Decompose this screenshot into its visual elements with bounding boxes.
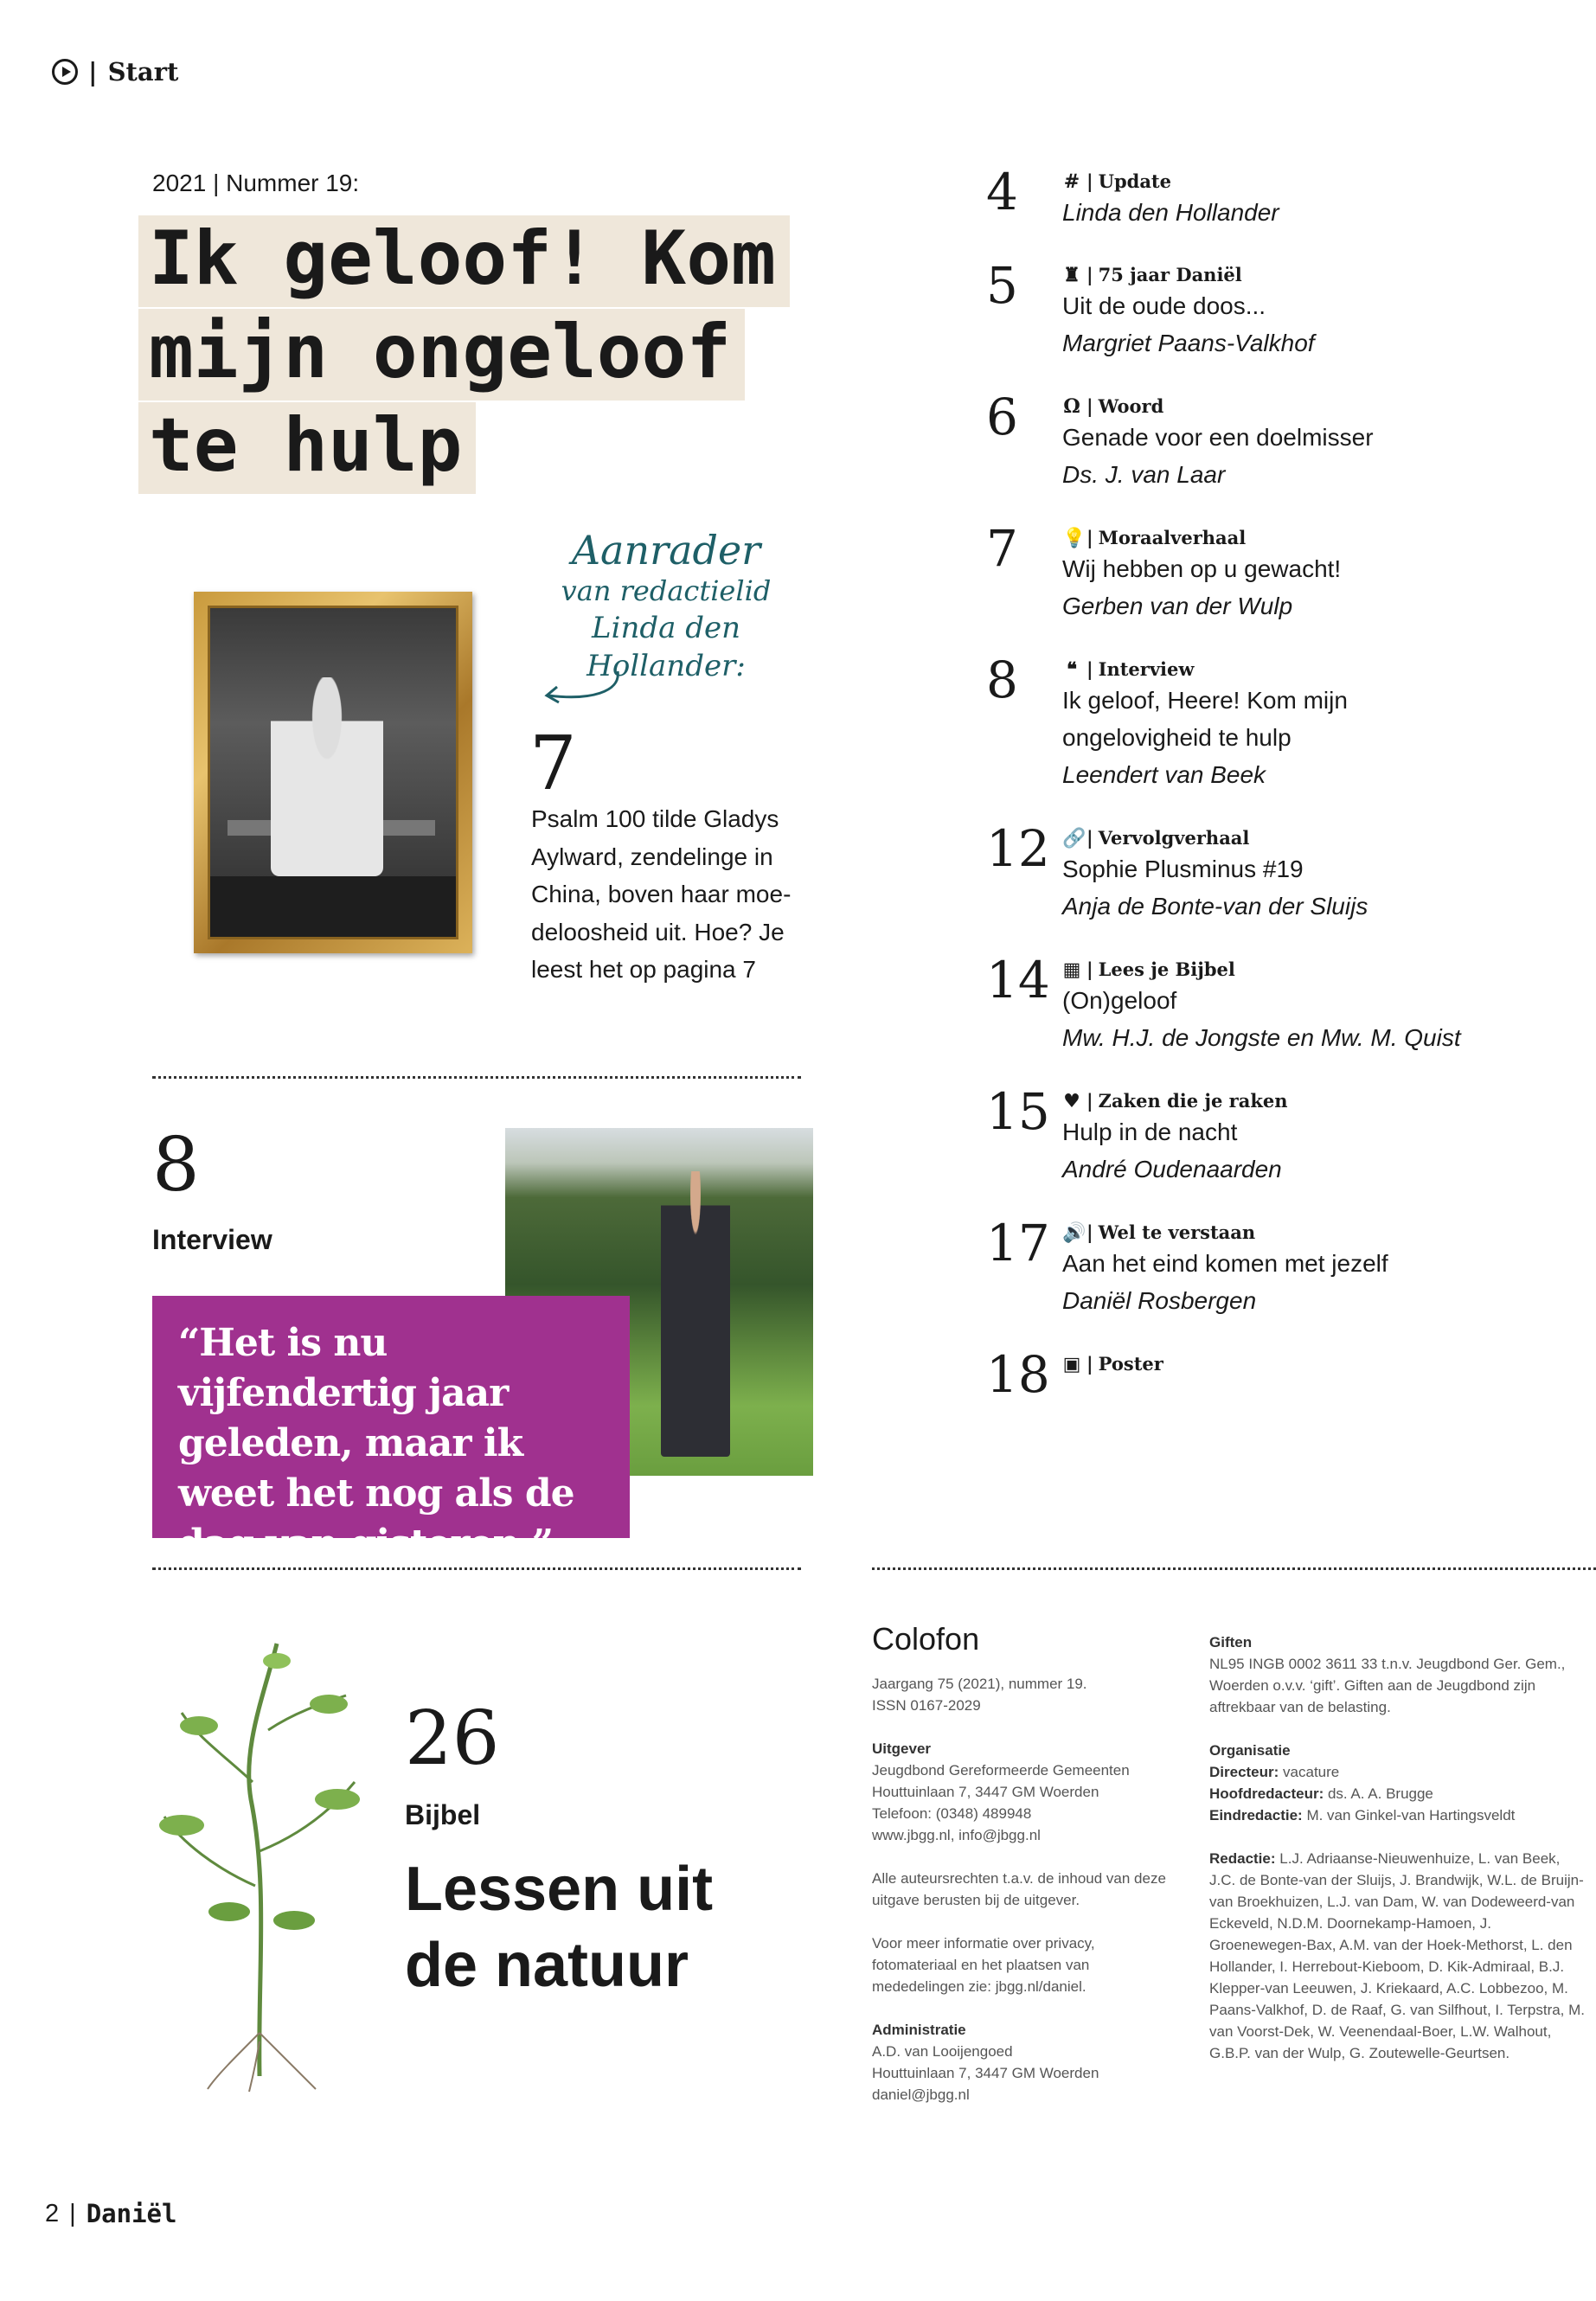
colofon-administratie-line: A.D. van Looijengoed: [872, 2043, 1013, 2060]
colofon-hoofdredacteur: ds. A. A. Brugge: [1327, 1785, 1433, 1802]
colofon-jaargang: Jaargang 75 (2021), nummer 19.: [872, 1676, 1087, 1692]
speaker-icon: 🔊: [1062, 1221, 1086, 1244]
divider: [152, 1567, 801, 1570]
toc-page: 17: [986, 1214, 1050, 1272]
toc-category: Wel te verstaan: [1098, 1221, 1256, 1243]
colofon-privacy: Voor meer informatie over privacy, fotomateriaal en het plaatsen van mededelingen zie: jbgg.nl/daniel.: [872, 1935, 1095, 1995]
page-footer: [45, 2199, 176, 2228]
title-line-3: te hulp: [138, 402, 476, 494]
issue-title: [138, 212, 813, 492]
toc-author: Ds. J. van Laar: [1062, 461, 1226, 488]
title-line-1: Ik geloof! Kom: [138, 215, 790, 307]
toc-page: 14: [986, 951, 1050, 1009]
footer-separator: |: [69, 2199, 76, 2227]
recommendation-line-3: Linda den Hollander:: [586, 611, 746, 683]
heart-icon: ♥: [1063, 1090, 1080, 1112]
recommendation-heading: [510, 528, 822, 685]
divider: [152, 1076, 801, 1079]
toc-title: Wij hebben op u gewacht!: [1062, 555, 1342, 582]
toc-title: Genade voor een doelmisser: [1062, 424, 1374, 451]
recommendation-line-2: van redactielid: [561, 574, 772, 607]
section-header: [52, 57, 178, 87]
toc-category: Lees je Bijbel: [1098, 958, 1235, 980]
issue-label: 2021 | Nummer 19:: [152, 170, 360, 196]
colofon-administratie-line[interactable]: daniel@jbgg.nl: [872, 2086, 970, 2103]
interview-quote: “Het is nu vijfendertig jaar geleden, maar ik weet het nog als de dag van gisteren.”: [152, 1296, 630, 1538]
toc-author: Margriet Paans-Valkhof: [1062, 330, 1315, 356]
nature-label: Bijbel: [405, 1799, 481, 1830]
colofon-hoofdredacteur-label: Hoofdredacteur:: [1209, 1785, 1324, 1802]
colofon-eindredactie-label: Eindredactie:: [1209, 1807, 1303, 1823]
toc-author: Anja de Bonte-van der Sluijs: [1062, 893, 1368, 920]
magazine-brand: Daniël: [86, 2199, 177, 2228]
toc-page: 7: [986, 519, 1018, 578]
colofon-organisatie-label: Organisatie: [1209, 1742, 1291, 1759]
pea-plant-illustration: [147, 1626, 372, 2093]
page-number: 2: [45, 2199, 60, 2227]
title-line-2: mijn ongeloof: [138, 309, 745, 401]
framed-photo: [194, 592, 472, 953]
toc-page: 8: [986, 651, 1018, 709]
toc-category: Poster: [1098, 1353, 1163, 1375]
colofon-giften-label: Giften: [1209, 1634, 1253, 1650]
nature-title: Lessen uit de natuur: [405, 1855, 714, 2000]
colofon-directeur: vacature: [1283, 1764, 1340, 1780]
colofon-giften-text: NL95 INGB 0002 3611 33 t.n.v. Jeugdbond Ger. Gem., Woerden o.v.v. ‘gift’. Giften aan de Jeugdbond zijn aftrekbaar van de belasting.: [1209, 1656, 1566, 1715]
toc-category: Update: [1098, 170, 1171, 192]
toc-author: Linda den Hollander: [1062, 199, 1279, 226]
hashtag-icon: #: [1063, 170, 1080, 193]
lightbulb-icon: 💡: [1062, 527, 1086, 549]
toc-category: 75 jaar Daniël: [1098, 264, 1242, 285]
poster-icon: ▣: [1062, 1353, 1081, 1375]
recommendation-page[interactable]: 7: [529, 721, 577, 807]
toc-page: 15: [986, 1082, 1050, 1141]
toc-author: Mw. H.J. de Jongste en Mw. M. Quist: [1062, 1024, 1461, 1051]
toc-title: Hulp in de nacht: [1062, 1118, 1238, 1145]
colofon-uitgever-line: Houttuinlaan 7, 3447 GM Woerden: [872, 1784, 1099, 1800]
colofon-right: [1209, 1631, 1590, 2086]
link-icon: 🔗: [1062, 827, 1086, 849]
colofon-rechten: Alle auteursrechten t.a.v. de inhoud van deze uitgave berusten bij de uitgever.: [872, 1870, 1166, 1908]
colofon-directeur-label: Directeur:: [1209, 1764, 1279, 1780]
toc-category: Woord: [1098, 395, 1164, 417]
colofon-uitgever-line[interactable]: www.jbgg.nl, info@jbgg.nl: [872, 1827, 1041, 1843]
recommendation-text: Psalm 100 tilde Gladys Aylward, zendelinge in China, boven haar moe-deloosheid uit. Hoe? Je leest het op pagina 7: [531, 805, 792, 983]
toc-page: 5: [986, 256, 1018, 315]
divider: [872, 1567, 1596, 1570]
toc-title: (On)geloof: [1062, 987, 1177, 1014]
colofon-administratie-line: Houttuinlaan 7, 3447 GM Woerden: [872, 2065, 1099, 2081]
toc-author: Leendert van Beek: [1062, 761, 1266, 788]
toc-page: 4: [986, 163, 1018, 221]
colofon-uitgever-line: Jeugdbond Gereformeerde Gemeenten: [872, 1762, 1130, 1779]
colofon-administratie-label: Administratie: [872, 2022, 966, 2038]
toc-title: Ik geloof, Heere! Kom mijn ongelovigheid te hulp: [1062, 687, 1348, 751]
toc-author: André Oudenaarden: [1062, 1156, 1282, 1183]
colofon-eindredactie: M. van Ginkel-van Hartingsveldt: [1306, 1807, 1516, 1823]
toc-category: Interview: [1098, 658, 1195, 680]
toc-category: Zaken die je raken: [1098, 1090, 1288, 1112]
colofon-left: [872, 1673, 1166, 2127]
toc-title: Aan het eind komen met jezelf: [1062, 1250, 1388, 1277]
colofon-redactie-label: Redactie:: [1209, 1850, 1276, 1867]
interview-label: Interview: [152, 1224, 272, 1255]
toc-category: Vervolgverhaal: [1098, 827, 1250, 849]
toc-author: Daniël Rosbergen: [1062, 1287, 1257, 1314]
toc-page: 6: [986, 388, 1018, 446]
birthday-cake-icon: ♜: [1063, 264, 1080, 286]
nature-page[interactable]: 26: [405, 1695, 500, 1782]
bible-icon: ▦: [1062, 958, 1081, 981]
toc-title: Sophie Plusminus #19: [1062, 856, 1304, 882]
quote-icon: ❝: [1067, 658, 1077, 681]
toc-category: Moraalverhaal: [1098, 527, 1247, 548]
word-icon: Ω: [1063, 395, 1080, 418]
interview-page[interactable]: 8: [152, 1122, 200, 1208]
colofon-redactie: L.J. Adriaanse-Nieuwenhuize, L. van Beek, J.C. de Bonte-van der Sluijs, J. Brandwijk, W.L. de Bruijn-van Broekhuizen, L.J. van Dam, W. van Dodeweerd-van Eckeveld, N.D.M. Doornekamp-Hamoen, J. Groenewegen-Bax, A.M. van der Hoek-Methorst, L. den Hollander, I. Herrebout-Kieboom, D. Kik-Admiraal, B.J. Klepper-van Leeuwen, J. Kriekaard, A.C. Lobbezoo, M. Paans-Valkhof, D. de Raaf, G. van Silfhout, I. Terpstra, M. van Voorst-Dek, W. Veenendaal-Boer, L.W. Walhout, G.B.P. van der Wulp, G. Zoutewelle-Geurtsen.: [1209, 1850, 1586, 2061]
toc-title: Uit de oude doos...: [1062, 292, 1266, 319]
historic-photo: [208, 606, 458, 939]
colofon-heading: Colofon: [872, 1621, 980, 1657]
toc-author: Gerben van der Wulp: [1062, 593, 1293, 619]
play-circle-icon: [52, 59, 78, 85]
recommendation-line-1: Aanrader: [571, 527, 761, 574]
toc-page: 12: [986, 819, 1050, 878]
toc-page: 18: [986, 1345, 1050, 1404]
header-separator: |: [88, 57, 98, 87]
colofon-uitgever-line: Telefoon: (0348) 489948: [872, 1805, 1032, 1822]
colofon-uitgever-label: Uitgever: [872, 1740, 932, 1757]
colofon-issn: ISSN 0167-2029: [872, 1697, 981, 1714]
arrow-left-icon: [538, 666, 625, 709]
header-label: Start: [107, 57, 179, 87]
